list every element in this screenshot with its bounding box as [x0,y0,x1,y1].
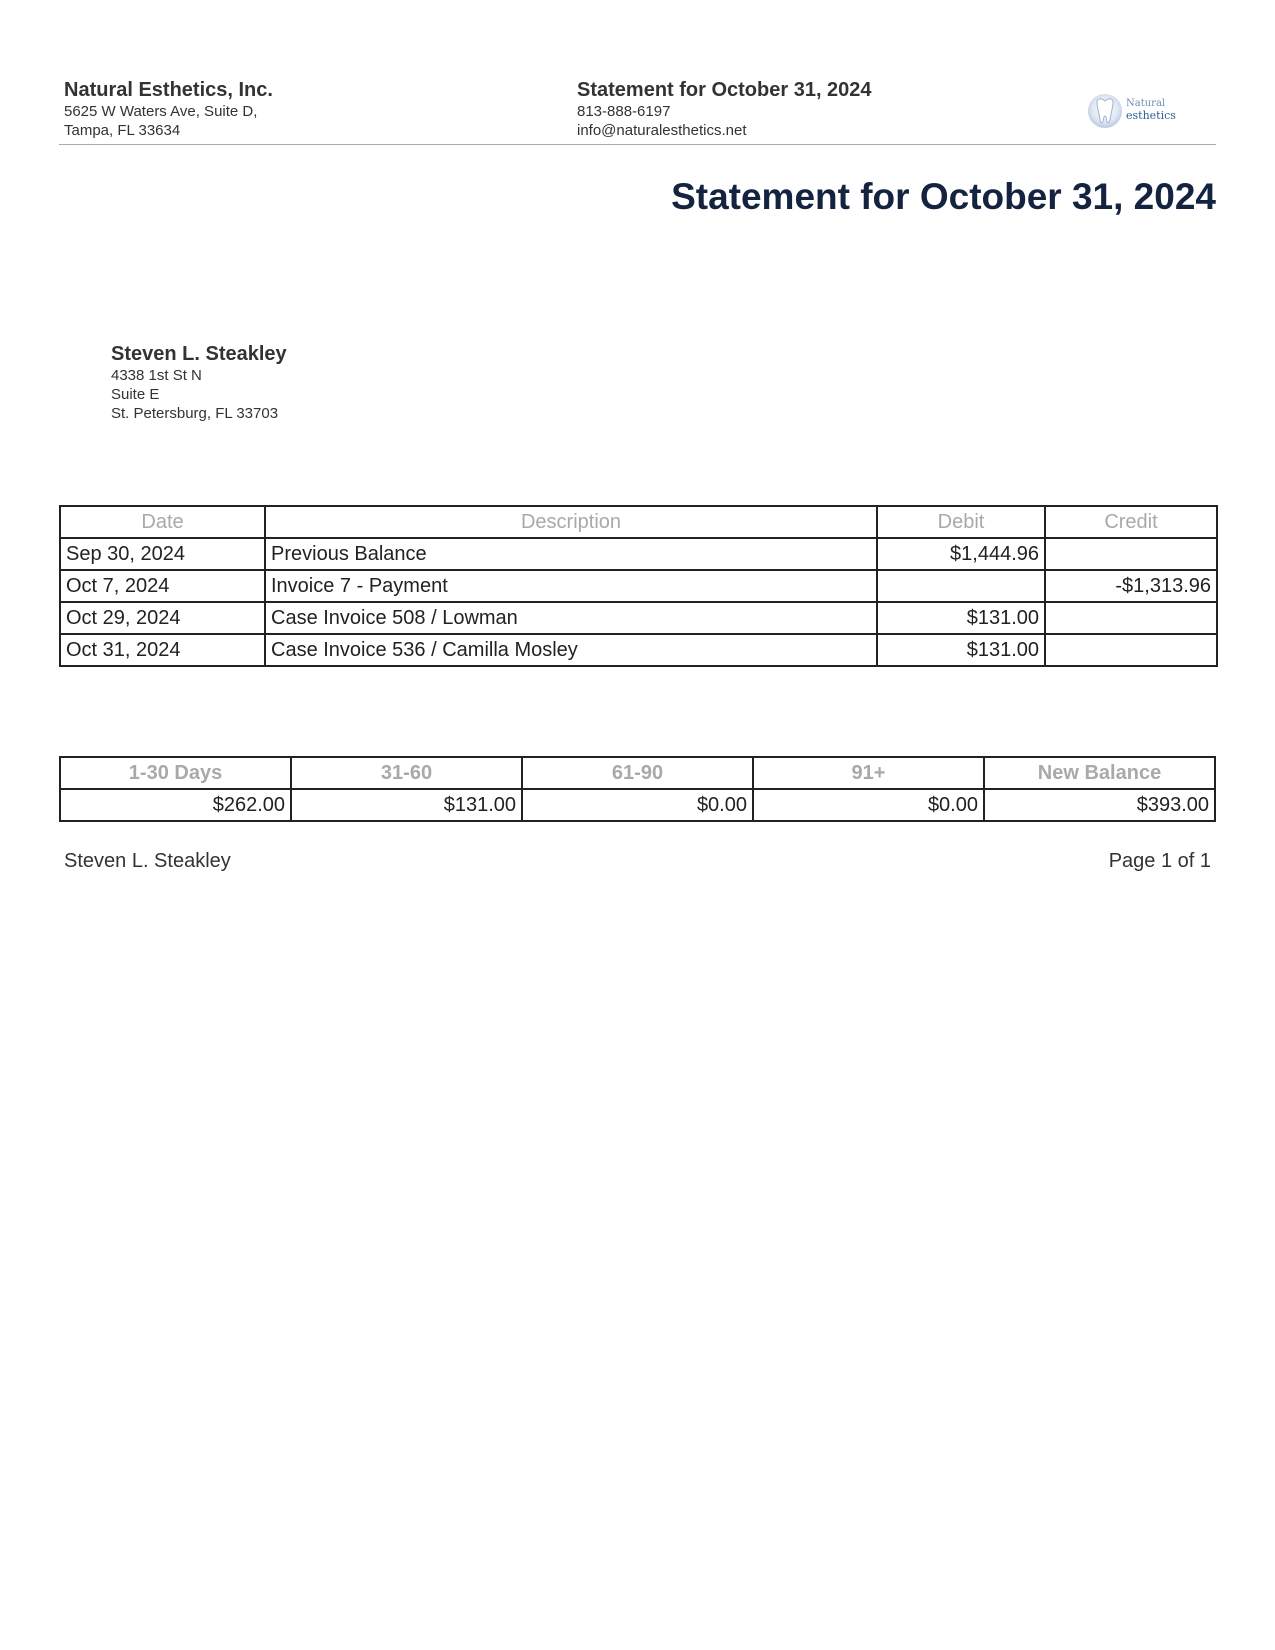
aging-header-31-60: 31-60 [291,757,522,789]
col-header-debit: Debit [877,506,1045,538]
row-debit: $131.00 [877,634,1045,666]
aging-header-91-plus: 91+ [753,757,984,789]
recipient-name: Steven L. Steakley [111,343,287,365]
aging-summary-table [59,756,1216,822]
table-row [60,538,1217,570]
aging-value-91-plus: $0.00 [753,789,984,821]
transactions-table [59,505,1218,667]
col-header-credit: Credit [1045,506,1217,538]
recipient-address-line1: 4338 1st St N [111,367,202,384]
row-description: Case Invoice 536 / Camilla Mosley [265,634,877,666]
logo-text-esthetics: esthetics [1126,109,1176,122]
company-email: info@naturalesthetics.net [577,122,747,139]
header-divider [59,144,1216,145]
tooth-icon [1088,92,1122,130]
table-header-row [60,506,1217,538]
row-credit [1045,602,1217,634]
aging-value-61-90: $0.00 [522,789,753,821]
recipient-address-line3: St. Petersburg, FL 33703 [111,405,279,422]
col-header-date: Date [60,506,265,538]
footer-customer-name: Steven L. Steakley [64,850,231,872]
company-info [64,78,273,140]
aging-value-new-balance: $393.00 [984,789,1215,821]
table-row [60,634,1217,666]
company-name: Natural Esthetics, Inc. [64,79,273,101]
aging-header-1-30: 1-30 Days [60,757,291,789]
table-row [60,570,1217,602]
aging-header-row [60,757,1215,789]
company-address-line2: Tampa, FL 33634 [64,122,181,139]
company-phone: 813-888-6197 [577,103,671,120]
row-credit: -$1,313.96 [1045,570,1217,602]
row-date: Oct 7, 2024 [60,570,265,602]
page-title: Statement for October 31, 2024 [671,176,1216,217]
recipient-address [111,342,287,423]
aging-values-row [60,789,1215,821]
row-debit: $1,444.96 [877,538,1045,570]
row-date: Oct 29, 2024 [60,602,265,634]
company-address-line1: 5625 W Waters Ave, Suite D, [64,103,258,120]
aging-header-new-balance: New Balance [984,757,1215,789]
row-date: Sep 30, 2024 [60,538,265,570]
row-debit [877,570,1045,602]
row-debit: $131.00 [877,602,1045,634]
logo-text-natural: Natural [1126,98,1166,109]
row-date: Oct 31, 2024 [60,634,265,666]
row-description: Previous Balance [265,538,877,570]
page-number: Page 1 of 1 [1108,850,1211,872]
row-description: Case Invoice 508 / Lowman [265,602,877,634]
table-row [60,602,1217,634]
row-credit [1045,538,1217,570]
header-statement-title: Statement for October 31, 2024 [577,79,872,101]
col-header-description: Description [265,506,877,538]
aging-value-31-60: $131.00 [291,789,522,821]
aging-value-1-30: $262.00 [60,789,291,821]
aging-header-61-90: 61-90 [522,757,753,789]
row-description: Invoice 7 - Payment [265,570,877,602]
row-credit [1045,634,1217,666]
statement-contact [577,78,872,140]
recipient-address-line2: Suite E [111,386,160,403]
company-logo [1088,92,1178,132]
